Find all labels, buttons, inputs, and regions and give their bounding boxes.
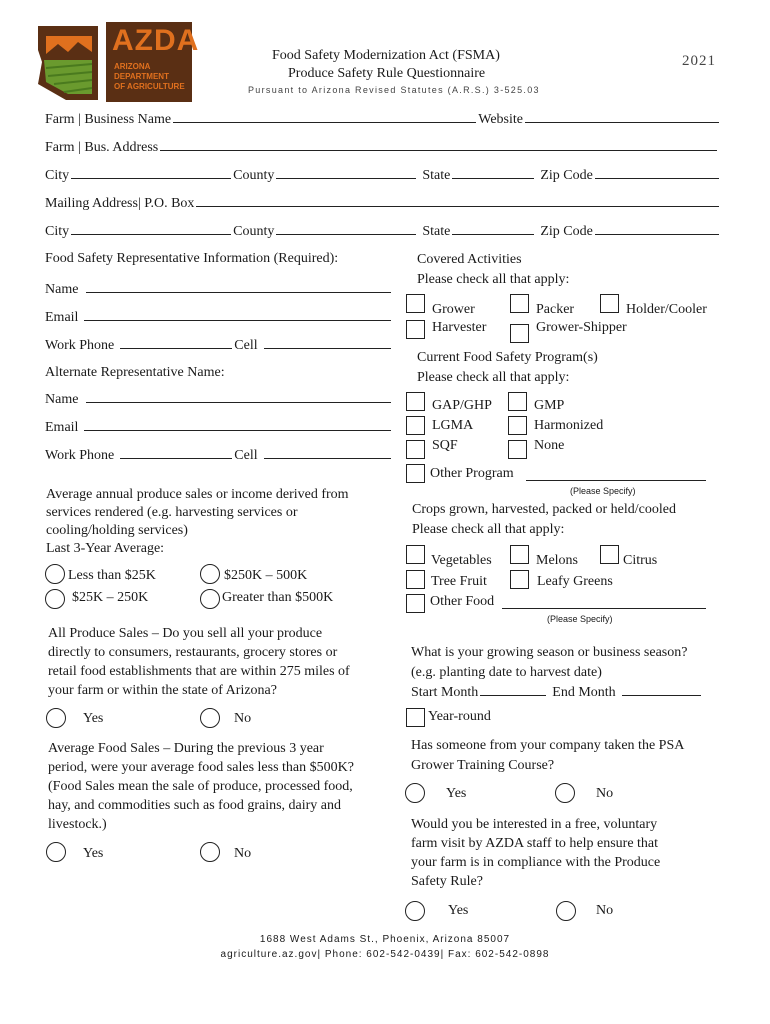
avg-food-no-radio[interactable]	[200, 842, 220, 862]
logo-line1: ARIZONA	[114, 62, 151, 71]
gmp-label: GMP	[534, 398, 565, 413]
holder-cooler-label: Holder/Cooler	[626, 302, 707, 317]
citrus-label: Citrus	[623, 553, 658, 568]
alt-name-field[interactable]	[86, 390, 391, 403]
header-title-2: Produce Safety Rule Questionnaire	[288, 66, 486, 81]
all-produce-q-1: All Produce Sales – Do you sell all your produce	[48, 626, 323, 641]
rep-name-field[interactable]	[86, 280, 391, 293]
avg-food-yes-radio[interactable]	[46, 842, 66, 862]
city-label-2: City	[45, 224, 70, 239]
leafy-greens-checkbox[interactable]	[510, 570, 529, 589]
visit-q-1: Would you be interested in a free, voluntary	[411, 817, 658, 832]
none-checkbox[interactable]	[508, 440, 527, 459]
end-month-field[interactable]	[622, 683, 701, 696]
county-field[interactable]	[276, 166, 416, 179]
grower-shipper-label: Grower-Shipper	[536, 320, 627, 335]
all-produce-yes-label: Yes	[83, 711, 104, 726]
alt-email-row	[45, 418, 393, 436]
harvester-checkbox[interactable]	[406, 320, 425, 339]
visit-no-radio[interactable]	[556, 901, 576, 921]
alt-name-row	[45, 390, 393, 408]
alt-name-label: Name	[45, 392, 79, 407]
logo-line2: DEPARTMENT	[114, 72, 169, 81]
visit-q-4: Safety Rule?	[411, 874, 483, 889]
harvester-label: Harvester	[432, 320, 487, 335]
lgma-checkbox[interactable]	[406, 416, 425, 435]
psa-yes-radio[interactable]	[405, 783, 425, 803]
program-sub: Please check all that apply:	[417, 370, 570, 385]
sales-under-25k-radio[interactable]	[45, 564, 65, 584]
rep-cell-label: Cell	[234, 338, 258, 353]
sales-over-500k-label: Greater than $500K	[222, 590, 334, 605]
psa-no-label: No	[596, 786, 614, 801]
sales-250k-500k-radio[interactable]	[200, 564, 220, 584]
azda-logo	[36, 22, 200, 102]
lgma-label: LGMA	[432, 418, 474, 433]
avg-food-q-1: Average Food Sales – During the previous 3 year	[48, 741, 324, 756]
start-month-field[interactable]	[480, 683, 546, 696]
avg-food-no-label: No	[234, 846, 252, 861]
gmp-checkbox[interactable]	[508, 392, 527, 411]
melons-label: Melons	[536, 553, 578, 568]
tree-fruit-label: Tree Fruit	[431, 574, 487, 589]
alt-cell-label: Cell	[234, 448, 258, 463]
other-food-specify: (Please Specify)	[547, 614, 613, 624]
alt-work-phone-label: Work Phone	[45, 448, 115, 463]
all-produce-no-label: No	[234, 711, 252, 726]
rep-name-row	[45, 280, 393, 298]
psa-q-1: Has someone from your company taken the PSA	[411, 738, 685, 753]
rep-work-phone-label: Work Phone	[45, 338, 115, 353]
covered-sub: Please check all that apply:	[417, 272, 570, 287]
psa-q-2: Grower Training Course?	[411, 758, 555, 773]
sqf-label: SQF	[432, 438, 458, 453]
all-produce-q-4: your farm or within the state of Arizona?	[48, 683, 277, 698]
sales-question-3: cooling/holding services)	[46, 523, 188, 538]
end-month-label: End Month	[552, 685, 616, 700]
rep-email-label: Email	[45, 310, 79, 325]
avg-food-yes-label: Yes	[83, 846, 104, 861]
farm-name-field[interactable]	[173, 110, 476, 123]
county-field-2[interactable]	[276, 222, 416, 235]
vegetables-label: Vegetables	[431, 553, 492, 568]
season-q-2: (e.g. planting date to harvest date)	[411, 665, 602, 680]
visit-no-label: No	[596, 903, 614, 918]
address-field[interactable]	[160, 138, 717, 151]
header-year: 2021	[682, 53, 716, 69]
all-produce-q-2: directly to consumers, restaurants, grocery stores or	[48, 645, 338, 660]
sales-25k-250k-radio[interactable]	[45, 589, 65, 609]
sales-25k-250k-label: $25K – 250K	[72, 590, 149, 605]
gap-ghp-label: GAP/GHP	[432, 398, 492, 413]
city-row	[45, 166, 721, 184]
alt-email-label: Email	[45, 420, 79, 435]
leafy-greens-label: Leafy Greens	[537, 574, 613, 589]
alt-rep-heading: Alternate Representative Name:	[45, 365, 225, 380]
state-field-2[interactable]	[452, 222, 534, 235]
avg-food-q-2: period, were your average food sales less than $500K?	[48, 760, 354, 775]
rep-name-label: Name	[45, 282, 79, 297]
visit-yes-radio[interactable]	[405, 901, 425, 921]
city-field-2[interactable]	[71, 222, 231, 235]
farm-name-label: Farm | Business Name	[45, 112, 172, 127]
avg-food-q-5: livestock.)	[48, 817, 107, 832]
zip-field-2[interactable]	[595, 222, 719, 235]
visit-q-2: farm visit by AZDA staff to help ensure that	[411, 836, 659, 851]
county-label: County	[233, 168, 275, 183]
sales-250k-500k-label: $250K – 500K	[224, 568, 308, 583]
other-food-label: Other Food	[430, 594, 495, 609]
none-label: None	[534, 438, 565, 453]
sales-over-500k-radio[interactable]	[200, 589, 220, 609]
alt-work-phone-field[interactable]	[120, 446, 232, 459]
mailing-row	[45, 194, 721, 212]
other-program-specify: (Please Specify)	[570, 486, 636, 496]
rep-email-field[interactable]	[84, 308, 391, 321]
other-program-field[interactable]	[526, 480, 706, 481]
melons-checkbox[interactable]	[510, 545, 529, 564]
year-round-label: Year-round	[428, 709, 491, 724]
address-label: Farm | Bus. Address	[45, 140, 159, 155]
season-q-1: What is your growing season or business season?	[411, 645, 688, 660]
visit-q-3: your farm is in compliance with the Produce	[411, 855, 661, 870]
sales-question-2: services rendered (e.g. harvesting services or	[46, 505, 298, 520]
mailing-label: Mailing Address| P.O. Box	[45, 196, 195, 211]
sales-question-4: Last 3-Year Average:	[46, 541, 165, 556]
header-title-1: Food Safety Modernization Act (FSMA)	[272, 48, 500, 63]
psa-yes-label: Yes	[446, 786, 467, 801]
state-label-2: State	[422, 224, 451, 239]
grower-checkbox[interactable]	[406, 294, 425, 313]
rep-cell-field[interactable]	[264, 336, 391, 349]
packer-label: Packer	[536, 302, 575, 317]
sales-question-1: Average annual produce sales or income derived from	[46, 487, 349, 502]
tree-fruit-checkbox[interactable]	[406, 570, 425, 589]
state-label: State	[422, 168, 451, 183]
year-round-checkbox[interactable]	[406, 708, 425, 727]
start-month-label: Start Month	[411, 685, 479, 700]
covered-heading: Covered Activities	[417, 252, 522, 267]
all-produce-yes-radio[interactable]	[46, 708, 66, 728]
holder-cooler-checkbox[interactable]	[600, 294, 619, 313]
rep-phone-row	[45, 336, 393, 354]
logo-line3: OF AGRICULTURE	[114, 82, 185, 91]
address-row	[45, 138, 719, 156]
website-field[interactable]	[525, 110, 719, 123]
alt-cell-field[interactable]	[264, 446, 391, 459]
footer-address: 1688 West Adams St., Phoenix, Arizona 85007	[259, 934, 511, 945]
visit-yes-label: Yes	[448, 903, 469, 918]
all-produce-q-3: retail food establishments that are within 275 miles of	[48, 664, 350, 679]
crops-heading: Crops grown, harvested, packed or held/cooled	[412, 502, 676, 517]
rep-email-row	[45, 308, 393, 326]
footer-contact: agriculture.az.gov| Phone: 602-542-0439| Fax: 602-542-0898	[220, 949, 550, 960]
zip-field[interactable]	[595, 166, 719, 179]
website-label: Website	[478, 112, 523, 127]
mailing-city-row	[45, 222, 721, 240]
psa-no-radio[interactable]	[555, 783, 575, 803]
vegetables-checkbox[interactable]	[406, 545, 425, 564]
grower-label: Grower	[432, 302, 475, 317]
header-subtitle: Pursuant to Arizona Revised Statutes (A.R.S.) 3-525.03	[248, 85, 540, 95]
city-label: City	[45, 168, 70, 183]
alt-email-field[interactable]	[84, 418, 391, 431]
zip-label: Zip Code	[540, 168, 593, 183]
harmonized-checkbox[interactable]	[508, 416, 527, 435]
avg-food-q-3: (Food Sales mean the sale of produce, processed food,	[48, 779, 353, 794]
gap-ghp-checkbox[interactable]	[406, 392, 425, 411]
logo-abbr: AZDA	[112, 24, 200, 57]
all-produce-no-radio[interactable]	[200, 708, 220, 728]
sqf-checkbox[interactable]	[406, 440, 425, 459]
avg-food-q-4: hay, and commodities such as food grains, dairy and	[48, 798, 342, 813]
alt-phone-row	[45, 446, 393, 464]
zip-label-2: Zip Code	[540, 224, 593, 239]
harmonized-label: Harmonized	[534, 418, 604, 433]
other-program-label: Other Program	[430, 466, 514, 481]
sales-under-25k-label: Less than $25K	[68, 568, 156, 583]
county-label-2: County	[233, 224, 275, 239]
rep-work-phone-field[interactable]	[120, 336, 232, 349]
rep-heading: Food Safety Representative Information (Required):	[45, 251, 339, 266]
farm-name-row	[45, 110, 721, 128]
packer-checkbox[interactable]	[510, 294, 529, 313]
citrus-checkbox[interactable]	[600, 545, 619, 564]
other-program-checkbox[interactable]	[406, 464, 425, 483]
season-months-row	[411, 683, 703, 701]
other-food-field[interactable]	[502, 608, 706, 609]
grower-shipper-checkbox[interactable]	[510, 324, 529, 343]
city-field[interactable]	[71, 166, 231, 179]
program-heading: Current Food Safety Program(s)	[417, 350, 598, 365]
mailing-field[interactable]	[196, 194, 719, 207]
other-food-checkbox[interactable]	[406, 594, 425, 613]
crops-sub: Please check all that apply:	[412, 522, 565, 537]
state-field[interactable]	[452, 166, 534, 179]
